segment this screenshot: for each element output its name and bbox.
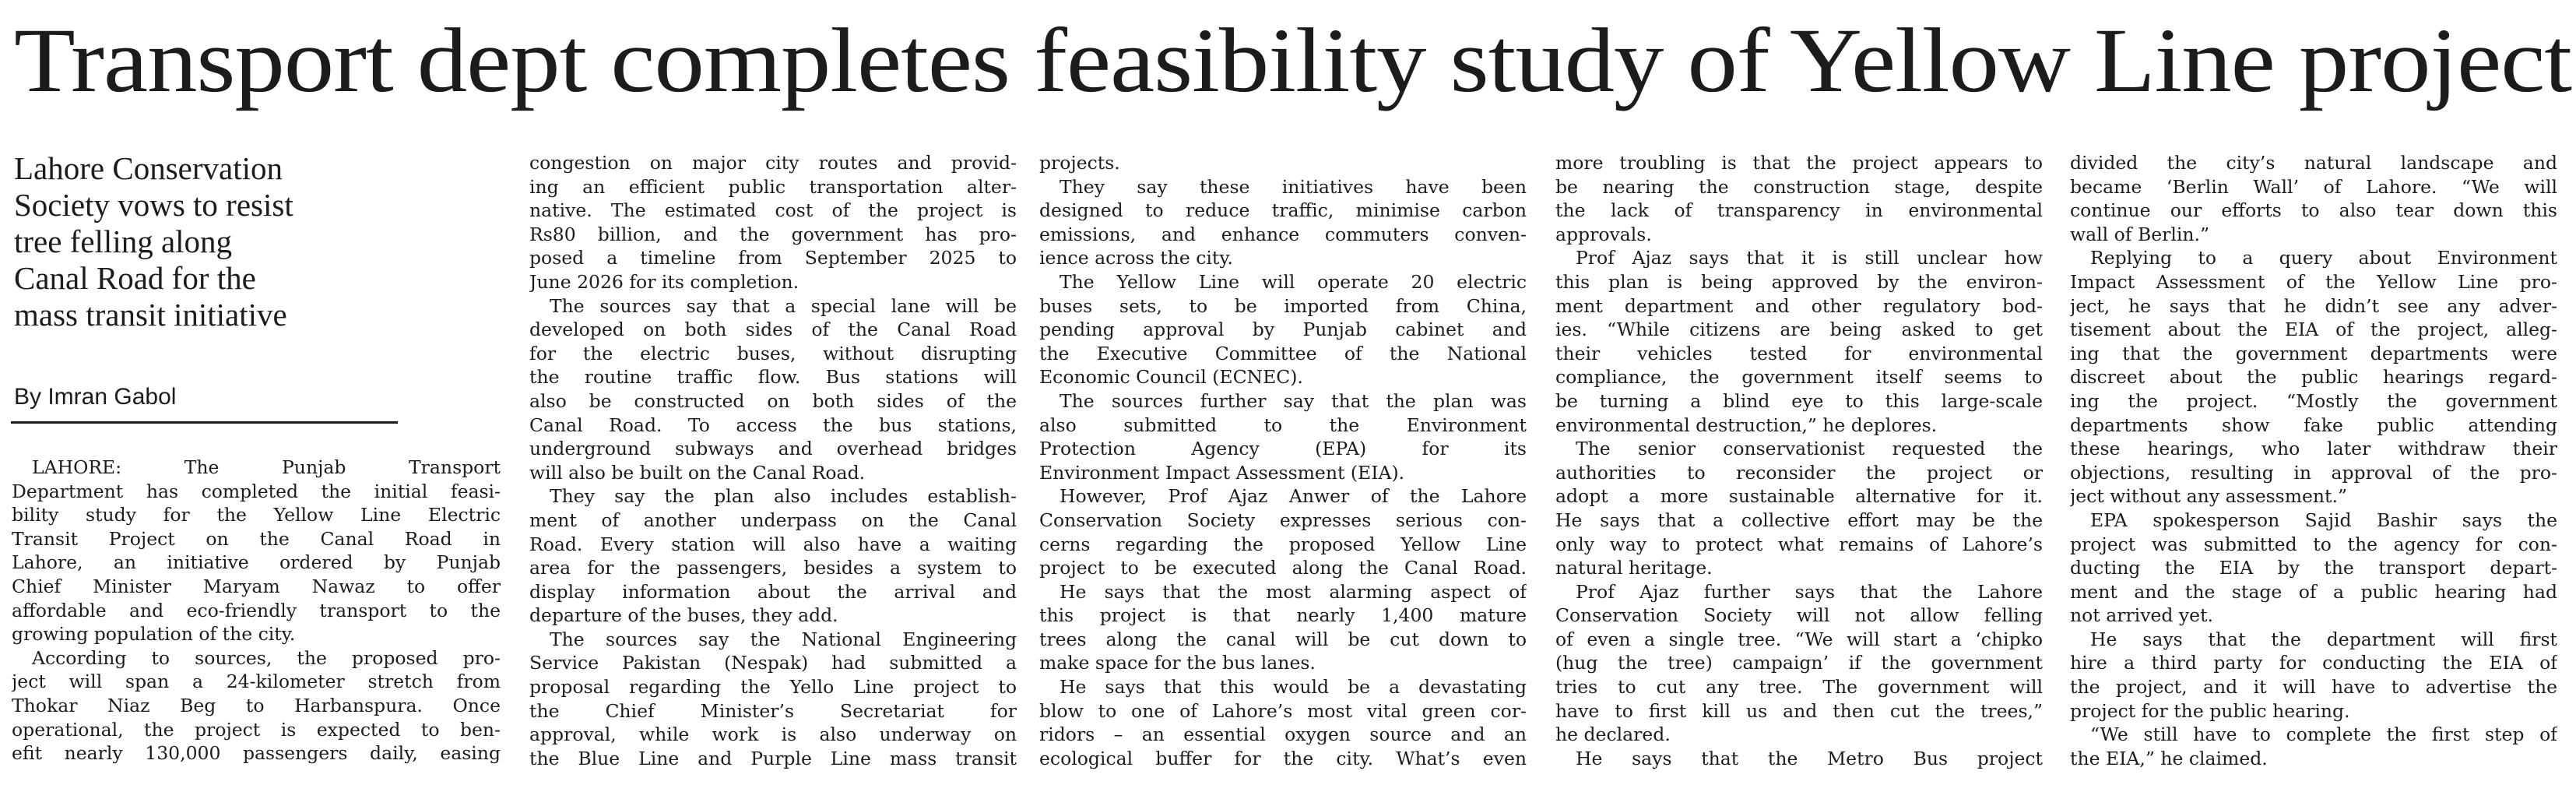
article-text-line: ment and the stage of a public hearing had <box>2070 580 2557 603</box>
article-text-line: According to sources, the proposed pro- <box>32 646 501 669</box>
article-text-line: ject will span a 24-kilometer stretch from <box>12 671 501 693</box>
article-text-line: will also be built on the Canal Road. <box>529 461 866 484</box>
article-text-line: “We still have to complete the first step of <box>2090 723 2557 746</box>
article-text-line: became ‘Berlin Wall’ of Lahore. “We will <box>2070 175 2557 198</box>
article-text-line: not arrived yet. <box>2070 604 2213 627</box>
article-text-line: environmental destruction,” he deplores. <box>1555 414 1938 436</box>
article-text-line: Conservation Society expresses serious con- <box>1039 509 1527 531</box>
article-text-line: proposal regarding the Yello Line project to <box>529 676 1017 699</box>
article-text-line: make space for the bus lanes. <box>1039 652 1316 674</box>
article-text-line: he declared. <box>1555 723 1671 746</box>
article-text-line: efit nearly 130,000 passengers daily, easing <box>12 742 501 765</box>
article-text-line: ing an efficient public transportation alter- <box>529 175 1017 198</box>
headline: Transport dept completes feasibility study of Yellow Line project <box>14 9 2571 111</box>
article-text-line: bility study for the Yellow Line Electric <box>12 504 501 526</box>
deck-line: Lahore Conservation <box>14 150 283 186</box>
article-text-line: their vehicles tested for environmental <box>1555 342 2043 364</box>
article-text-line: cerns regarding the proposed Yellow Line <box>1039 533 1527 555</box>
article-text-line: designed to reduce traffic, minimise carbon <box>1039 199 1527 222</box>
article-text-line: also submitted to the Environment <box>1039 414 1527 436</box>
article-text-line: Protection Agency (EPA) for its <box>1039 438 1527 460</box>
article-text-line: the routine traffic flow. Bus stations will <box>529 366 1017 389</box>
article-text-line: ing the project. “Mostly the government <box>2070 389 2557 412</box>
article-text-line: projects. <box>1039 152 1120 174</box>
article-text-line: ject, he says that he didn’t see any adver- <box>2070 294 2557 317</box>
article-text-line: natural heritage. <box>1555 557 1713 579</box>
article-text-line: Lahore, an initiative ordered by Punjab <box>12 551 501 574</box>
article-text-line: authorities to reconsider the project or <box>1555 461 2043 484</box>
article-column-2 <box>529 151 1017 770</box>
article-text-line: divided the city’s natural landscape and <box>2070 152 2557 174</box>
article-text-line: more troubling is that the project appears to <box>1555 152 2043 174</box>
article-text-line: The senior conservationist requested the <box>1576 438 2043 460</box>
article-text-line: project was submitted to the agency for con- <box>2070 533 2557 555</box>
article-text-line: blow to one of Lahore’s most vital green cor- <box>1039 699 1527 722</box>
article-text-line: ecological buffer for the city. What’s even <box>1039 747 1527 769</box>
deck-line: tree felling along <box>14 224 233 259</box>
article-text-line: ing that the government departments were <box>2070 342 2557 364</box>
article-column-5 <box>2070 151 2557 770</box>
article-column-3 <box>1039 151 1527 770</box>
article-text-line: departments show fake public attending <box>2070 414 2557 436</box>
article-text-line: project for the public hearing. <box>2070 699 2350 722</box>
article-text-line: They say these initiatives have been <box>1060 175 1527 198</box>
article-text-line: The sources say that a special lane will be <box>550 294 1017 317</box>
article-text-line: affordable and eco-friendly transport to the <box>12 599 501 621</box>
article-text-line: The Yellow Line will operate 20 electric <box>1060 270 1527 293</box>
article-text-line: wall of Berlin.” <box>2070 223 2210 245</box>
article-text-line: only way to protect what remains of Lahore’s <box>1555 533 2043 555</box>
article-text-line: operational, the project is expected to ben- <box>12 718 501 741</box>
article-text-line: ment of another underpass on the Canal <box>529 509 1017 531</box>
article-text-line: Department has completed the initial feasi- <box>12 480 501 502</box>
article-text-line: The sources say the National Engineering <box>550 628 1017 650</box>
article-text-line: June 2026 for its completion. <box>529 270 800 293</box>
article-text-line: Economic Council (ECNEC). <box>1039 366 1303 389</box>
deck-line: Society vows to resist <box>14 187 293 223</box>
article-text-line: approvals. <box>1555 223 1652 245</box>
article-text-line: hire a third party for conducting the EIA of <box>2070 652 2557 674</box>
article-text-line: ject without any assessment.” <box>2070 485 2347 508</box>
article-text-line: However, Prof Ajaz Anwer of the Lahore <box>1060 485 1527 508</box>
article-column-1 <box>12 456 501 766</box>
article-text-line: ridors – an essential oxygen source and an <box>1039 723 1527 746</box>
article-text-line: native. The estimated cost of the project is <box>529 199 1017 222</box>
article-text-line: Prof Ajaz further says that the Lahore <box>1576 580 2043 603</box>
article-text-line: Impact Assessment of the Yellow Line pro- <box>2070 270 2557 293</box>
article-text-line: the Executive Committee of the National <box>1039 342 1527 364</box>
article-text-line: the Blue Line and Purple Line mass transit <box>529 747 1017 769</box>
article-text-line: Service Pakistan (Nespak) had submitted a <box>529 652 1017 674</box>
article-text-line: compliance, the government itself seems to <box>1555 366 2043 389</box>
article-text-line: Thokar Niaz Beg to Harbanspura. Once <box>12 694 501 716</box>
article-text-line: LAHORE: The Punjab Transport <box>32 456 501 478</box>
article-text-line: departure of the buses, they add. <box>529 604 838 627</box>
article-text-line: posed a timeline from September 2025 to <box>529 247 1017 269</box>
article-text-line: project to be executed along the Canal Road. <box>1039 557 1527 579</box>
article-text-line: this project is that nearly 1,400 mature <box>1039 604 1527 627</box>
article-text-line: Environment Impact Assessment (EIA). <box>1039 461 1405 484</box>
article-text-line: growing population of the city. <box>12 623 296 646</box>
article-column-4 <box>1555 151 2043 770</box>
article-text-line: this plan is being approved by the environ- <box>1555 270 2043 293</box>
article-text-line: The sources further say that the plan was <box>1060 389 1527 412</box>
article-text-line: EPA spokesperson Sajid Bashir says the <box>2090 509 2557 531</box>
article-text-line: be turning a blind eye to this large-scale <box>1555 389 2043 412</box>
deck-line: mass transit initiative <box>14 297 287 333</box>
article-text-line: the lack of transparency in environmental <box>1555 199 2043 222</box>
article-text-line: display information about the arrival and <box>529 580 1017 603</box>
article-text-line: trees along the canal will be cut down to <box>1039 628 1527 650</box>
article-text-line: underground subways and overhead bridges <box>529 438 1017 460</box>
article-text-line: of even a single tree. “We will start a ‘chipko <box>1555 628 2043 650</box>
article-text-line: Replying to a query about Environment <box>2090 247 2557 269</box>
article-text-line: emissions, and enhance commuters conven- <box>1039 223 1527 245</box>
article-text-line: ience across the city. <box>1039 247 1233 269</box>
article-text-line: tisement about the EIA of the project, alleg- <box>2070 319 2557 341</box>
article-text-line: adopt a more sustainable alternative for it. <box>1555 485 2043 508</box>
article-text-line: (hug the tree) campaign’ if the government <box>1555 652 2043 674</box>
article-text-line: tries to cut any tree. The government will <box>1555 676 2043 699</box>
article-text-line: pending approval by Punjab cabinet and <box>1039 319 1527 341</box>
article-text-line: the project, and it will have to advertise the <box>2070 676 2557 699</box>
article-text-line: the Chief Minister’s Secretariat for <box>529 699 1017 722</box>
article-text-line: area for the passengers, besides a system to <box>529 557 1017 579</box>
article-text-line: Road. Every station will also have a waiting <box>529 533 1017 555</box>
article-text-line: discreet about the public hearings regard- <box>2070 366 2557 389</box>
article-text-line: ment department and other regulatory bod- <box>1555 294 2043 317</box>
article-text-line: ducting the EIA by the transport depart- <box>2070 557 2557 579</box>
article-text-line: congestion on major city routes and provid- <box>529 152 1017 174</box>
article-text-line: Conservation Society will not allow felling <box>1555 604 2043 627</box>
article-text-line: approval, while work is also underway on <box>529 723 1017 746</box>
article-text-line: have to first kill us and then cut the trees,” <box>1555 699 2043 722</box>
article-text-line: also be constructed on both sides of the <box>529 389 1017 412</box>
byline-divider <box>11 421 398 424</box>
article-text-line: ies. “While citizens are being asked to get <box>1555 319 2043 341</box>
byline: By Imran Gabol <box>14 384 177 410</box>
article-text-line: He says that this would be a devastating <box>1060 676 1527 699</box>
article-text-line: buses sets, to be imported from China, <box>1039 294 1527 317</box>
article-text-line: They say the plan also includes establish- <box>550 485 1017 508</box>
article-text-line: for the electric buses, without disrupting <box>529 342 1017 364</box>
article-text-line: Chief Minister Maryam Nawaz to offer <box>12 575 501 597</box>
article-text-line: be nearing the construction stage, despite <box>1555 175 2043 198</box>
deck-line: Canal Road for the <box>14 260 256 296</box>
subheadline-deck <box>14 150 512 333</box>
article-text-line: He says that the department will first <box>2090 628 2557 650</box>
article-text-line: He says that the most alarming aspect of <box>1060 580 1527 603</box>
article-text-line: Canal Road. To access the bus stations, <box>529 414 1017 436</box>
article-text-line: He says that a collective effort may be the <box>1555 509 2043 531</box>
article-text-line: Transit Project on the Canal Road in <box>12 527 501 550</box>
article-text-line: Prof Ajaz says that it is still unclear how <box>1576 247 2043 269</box>
article-text-line: Rs80 billion, and the government has pro- <box>529 223 1017 245</box>
article-text-line: He says that the Metro Bus project <box>1576 747 2043 769</box>
article-text-line: the EIA,” he claimed. <box>2070 747 2268 769</box>
article-text-line: continue our efforts to also tear down this <box>2070 199 2557 222</box>
article-text-line: these hearings, who later withdraw their <box>2070 438 2557 460</box>
article-text-line: objections, resulting in approval of the pro- <box>2070 461 2557 484</box>
article-text-line: developed on both sides of the Canal Road <box>529 319 1017 341</box>
